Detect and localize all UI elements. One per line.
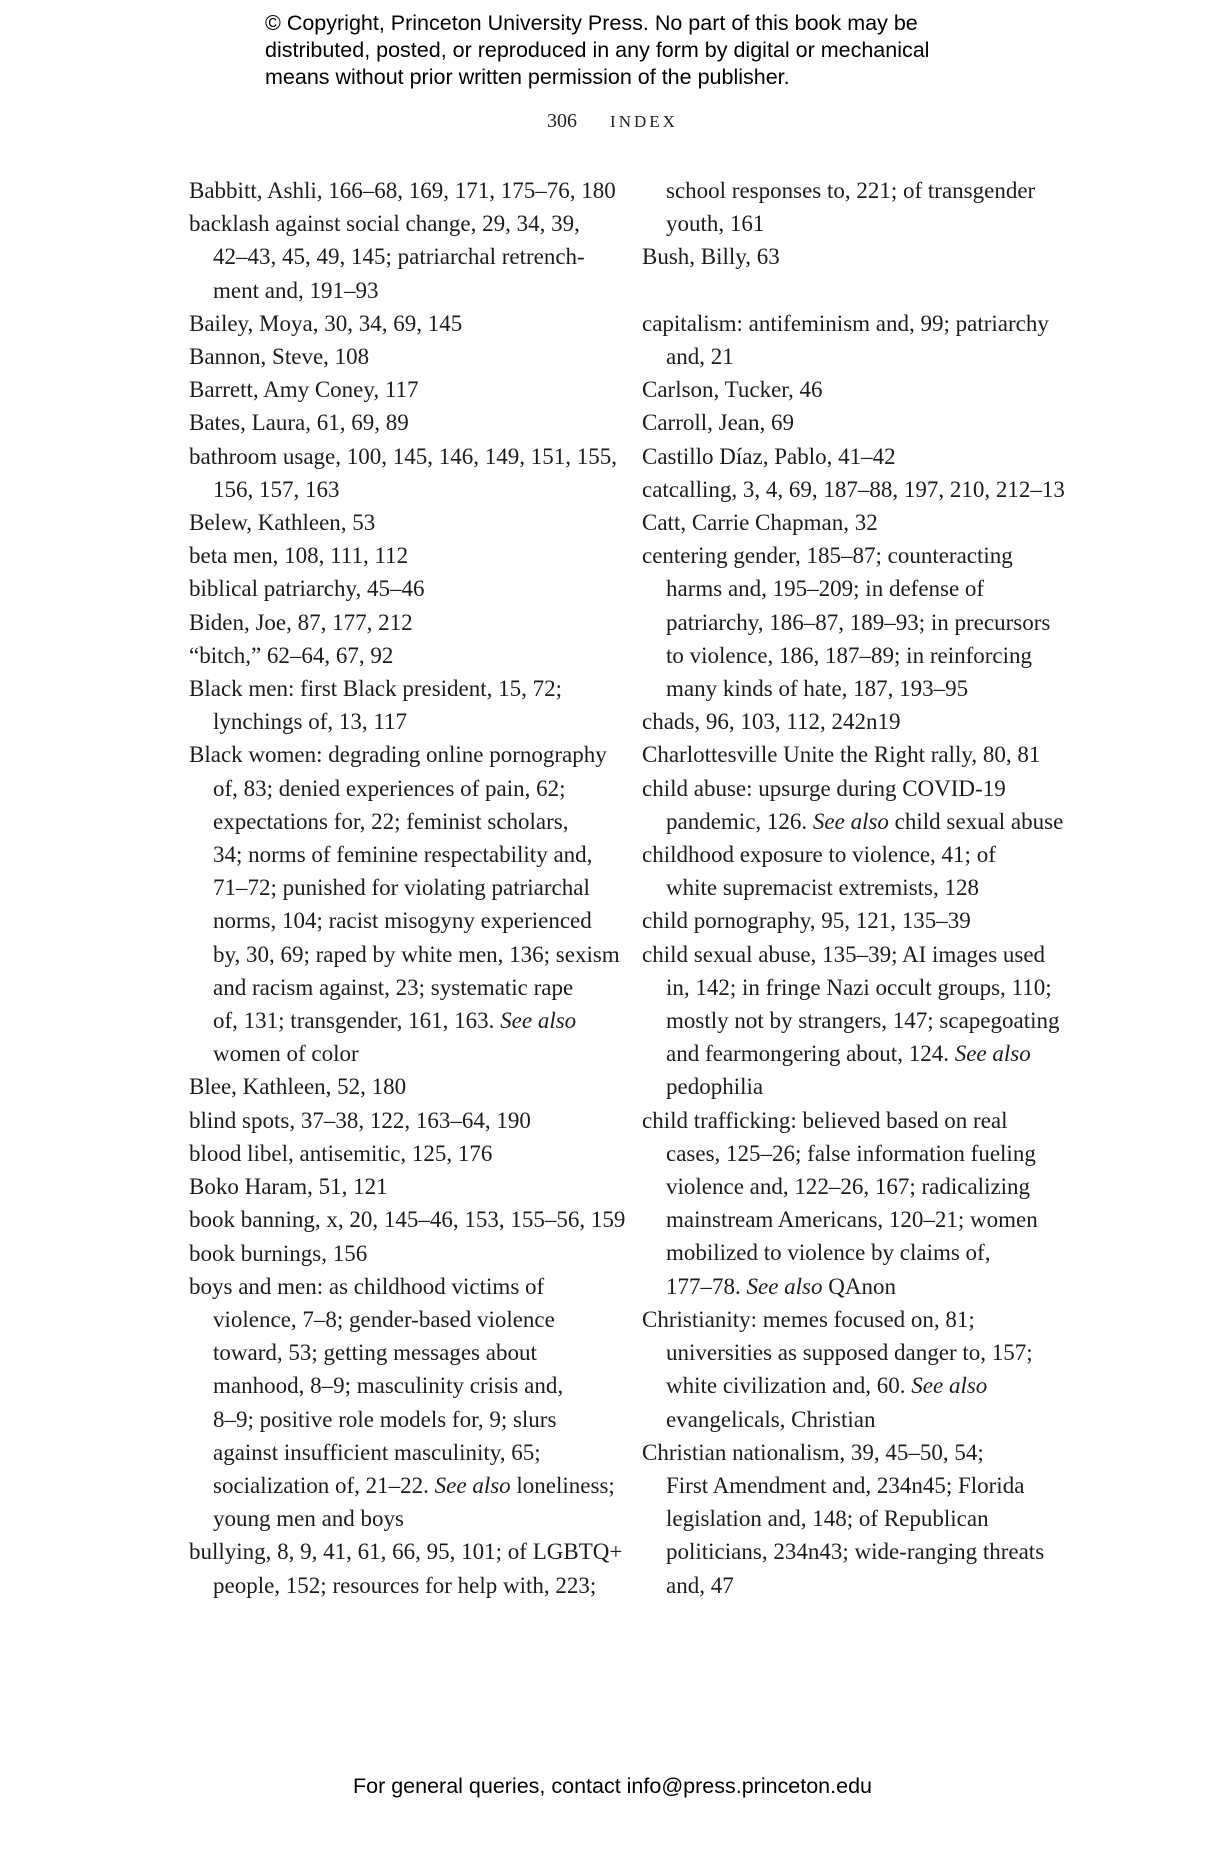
index-entry-line: catcalling, 3, 4, 69, 187–88, 197, 210, 212–13 (642, 476, 1065, 502)
index-column-right (642, 174, 1065, 1602)
index-entry-line: Blee, Kathleen, 52, 180 (189, 1074, 407, 1100)
index-entry (189, 1270, 615, 1536)
index-entry-line: Bannon, Steve, 108 (189, 344, 370, 370)
index-entry (642, 1104, 1062, 1303)
index-entry-line: Black men: first Black president, 15, 72; (189, 676, 563, 702)
index-entry-line: in, 142; in fringe Nazi occult groups, 110; (666, 974, 1052, 1000)
index-entry-line: young men and boys (213, 1506, 405, 1532)
index-entry-line: Biden, Joe, 87, 177, 212 (189, 609, 413, 635)
index-entry-line: Boko Haram, 51, 121 (189, 1174, 388, 1200)
index-entry-line: manhood, 8–9; masculinity crisis and, (213, 1373, 564, 1399)
index-entry (189, 639, 609, 672)
footer-contact: For general queries, contact info@press.princeton.edu (352, 1774, 872, 1798)
section-title: INDEX (610, 112, 678, 131)
index-entry-line: childhood exposure to violence, 41; of (642, 842, 996, 868)
index-entry-line: Christianity: memes focused on, 81; (642, 1306, 975, 1332)
index-entry-line: Charlottesville Unite the Right rally, 80, 81 (642, 742, 1041, 768)
index-entry (189, 406, 609, 439)
index-entry-line: school responses to, 221; of transgender (666, 178, 1036, 203)
see-also-text: See also (500, 1008, 577, 1034)
index-entry-line: boys and men: as childhood victims of (189, 1273, 545, 1299)
index-entry-line: youth, 161 (666, 211, 765, 237)
index-entry (189, 440, 618, 506)
index-entry (642, 373, 1062, 406)
index-entry-line: of, 83; denied experiences of pain, 62; (213, 775, 566, 801)
index-entry (189, 307, 609, 340)
index-entry (642, 440, 1062, 473)
index-entry-line: 71–72; punished for violating patriarchal (213, 875, 590, 901)
copyright-line: means without prior written permission of the publisher. (265, 65, 790, 89)
index-entry-line: mostly not by strangers, 147; scapegoating (666, 1008, 1060, 1034)
index-entry-line: lynchings of, 13, 117 (213, 709, 407, 735)
index-entry-line: expectations for, 22; feminist scholars, (213, 808, 569, 834)
index-entry-line: and racism against, 23; systematic rape (213, 974, 574, 1000)
index-entry-line: child pornography, 95, 121, 135–39 (642, 908, 971, 934)
index-entry-line: women of color (213, 1041, 359, 1067)
index-entry-line: violence, 7–8; gender-based violence (213, 1306, 555, 1332)
index-entry-line: blind spots, 37–38, 122, 163–64, 190 (189, 1107, 531, 1133)
index-entry-line: politicians, 234n43; wide-ranging threats (666, 1539, 1045, 1565)
index-entry (189, 506, 609, 539)
index-entry-line: white civilization and, 60. See also (666, 1373, 988, 1399)
index-entry (642, 1303, 1062, 1436)
index-entry (189, 1170, 609, 1203)
index-entry-line: backlash against social change, 29, 34, 39, (189, 211, 580, 237)
index-entry (642, 738, 1062, 771)
index-entry-line: Bailey, Moya, 30, 34, 69, 145 (189, 310, 463, 336)
index-entry-line: norms, 104; racist misogyny experienced (213, 908, 592, 934)
index-entry (189, 1104, 609, 1137)
index-entry (189, 738, 620, 1070)
index-entry-line: centering gender, 185–87; counteracting (642, 543, 1013, 569)
index-entry (189, 373, 609, 406)
index-entry-line: socialization of, 21–22. See also loneliness; (213, 1472, 615, 1498)
index-entry-line: capitalism: antifeminism and, 99; patriarchy (642, 310, 1049, 336)
index-entry (642, 539, 1062, 705)
see-also-text: See also (954, 1041, 1031, 1067)
index-entry (189, 207, 609, 307)
index-entry-line: Black women: degrading online pornography (189, 742, 607, 768)
copyright-line: distributed, posted, or reproduced in any form by digital or mechanical (265, 38, 930, 62)
index-entry-line: “bitch,” 62–64, 67, 92 (189, 642, 394, 668)
index-entry-line: legislation and, 148; of Republican (666, 1506, 989, 1532)
index-entry (189, 1535, 623, 1601)
index-entry (642, 240, 1062, 273)
index-entry (189, 606, 609, 639)
index-entry-line: Bates, Laura, 61, 69, 89 (189, 410, 409, 436)
index-entry-line: pedophilia (666, 1074, 764, 1100)
index-entry-line: Barrett, Amy Coney, 117 (189, 377, 419, 403)
index-entry-line: bathroom usage, 100, 145, 146, 149, 151, 155, (189, 443, 618, 469)
index-entry-line: blood libel, antisemitic, 125, 176 (189, 1140, 493, 1166)
index-entry (642, 705, 1062, 738)
see-also-text: See also (812, 808, 889, 834)
index-entry (642, 1436, 1062, 1602)
index-entry-line: First Amendment and, 234n45; Florida (666, 1472, 1025, 1498)
index-entry-line: chads, 96, 103, 112, 242n19 (642, 709, 901, 735)
index-entry (642, 473, 1065, 506)
see-also-text: See also (911, 1373, 988, 1399)
index-entry (189, 1203, 626, 1236)
index-entry-line: white supremacist extremists, 128 (666, 875, 979, 901)
index-entry-line: 34; norms of feminine respectability and, (213, 842, 593, 868)
index-entry-line: and, 47 (666, 1572, 734, 1598)
index-entry-line: bullying, 8, 9, 41, 61, 66, 95, 101; of LGBTQ+ (189, 1539, 623, 1565)
index-entry-line: cases, 125–26; false information fueling (666, 1140, 1036, 1166)
index-entry-line: patriarchy, 186–87, 189–93; in precursors (666, 609, 1051, 635)
index-entry (189, 1237, 609, 1270)
index-entry-line: of, 131; transgender, 161, 163. See also (213, 1008, 577, 1034)
running-head (0, 110, 1225, 133)
index-entry-line: and fearmongering about, 124. See also (666, 1041, 1031, 1067)
index-entry-line: to violence, 186, 187–89; in reinforcing (666, 642, 1033, 668)
index-entry-line: people, 152; resources for help with, 223; (213, 1572, 597, 1598)
index-entry (189, 672, 609, 738)
index-entry-line: Christian nationalism, 39, 45–50, 54; (642, 1439, 984, 1465)
index-entry-line: and, 21 (666, 344, 734, 369)
index-entry-line: violence and, 122–26, 167; radicalizing (666, 1174, 1031, 1200)
index-entry-line: child sexual abuse, 135–39; AI images used (642, 941, 1046, 967)
index-entry-line: Carlson, Tucker, 46 (642, 377, 823, 403)
index-entry-line: 8–9; positive role models for, 9; slurs (213, 1406, 557, 1432)
index-entry-line: Babbitt, Ashli, 166–68, 169, 171, 175–76, 180 (189, 178, 616, 203)
index-entry (642, 406, 1062, 439)
index-entry (189, 340, 609, 373)
index-entry-line: book banning, x, 20, 145–46, 153, 155–56, 159 (189, 1207, 626, 1233)
index-entry-line: evangelicals, Christian (666, 1406, 876, 1432)
index-entry-line: book burnings, 156 (189, 1240, 368, 1266)
index-entry-line: child abuse: upsurge during COVID-19 (642, 775, 1006, 801)
index-entry (642, 772, 1062, 838)
index-entry-line: toward, 53; getting messages about (213, 1340, 537, 1366)
index-entry (189, 539, 609, 572)
index-entry-line: 177–78. See also QAnon (666, 1273, 896, 1299)
index-entry-line: Castillo Díaz, Pablo, 41–42 (642, 443, 896, 469)
index-entry-line: harms and, 195–209; in defense of (666, 576, 985, 602)
index-entry-line: by, 30, 69; raped by white men, 136; sexism (213, 941, 620, 967)
index-entry-line: child trafficking: believed based on real (642, 1107, 1008, 1133)
index-entry-line: ment and, 191–93 (213, 277, 379, 303)
index-entry-line: beta men, 108, 111, 112 (189, 543, 409, 569)
page-number: 306 (547, 110, 578, 132)
index-entry-line: Carroll, Jean, 69 (642, 410, 795, 436)
copyright-line: © Copyright, Princeton University Press. No part of this book may be (265, 11, 918, 35)
index-entry (189, 174, 616, 207)
index-entry (642, 174, 1062, 240)
index-entry-line: Belew, Kathleen, 53 (189, 510, 376, 536)
index-entry-line: Bush, Billy, 63 (642, 244, 780, 270)
index-entry (642, 506, 1062, 539)
index-entry (189, 1137, 609, 1170)
see-also-text: See also (746, 1273, 823, 1299)
index-entry (642, 904, 1062, 937)
see-also-text: See also (434, 1472, 511, 1498)
copyright-notice (265, 10, 1025, 91)
index-column-left (189, 174, 626, 1602)
index-entry-line: Catt, Carrie Chapman, 32 (642, 510, 878, 536)
index-entry (189, 572, 609, 605)
index-entry (642, 938, 1062, 1104)
index-entry-line: biblical patriarchy, 45–46 (189, 576, 425, 602)
index-entry (642, 838, 1062, 904)
index-entry-line: many kinds of hate, 187, 193–95 (666, 676, 969, 702)
index-entry (189, 1070, 609, 1103)
index-entry-line: mobilized to violence by claims of, (666, 1240, 991, 1266)
index-entry-line: universities as supposed danger to, 157; (666, 1340, 1033, 1366)
index-entry-line: pandemic, 126. See also child sexual abuse (666, 808, 1064, 834)
index-entry (642, 307, 1062, 373)
letter-group-spacer (642, 274, 1062, 307)
index-entry-line: against insufficient masculinity, 65; (213, 1439, 541, 1465)
index-entry-line: 156, 157, 163 (213, 476, 340, 502)
index-entry-line: 42–43, 45, 49, 145; patriarchal retrench- (213, 244, 585, 270)
index-entry-line: mainstream Americans, 120–21; women (666, 1207, 1038, 1233)
